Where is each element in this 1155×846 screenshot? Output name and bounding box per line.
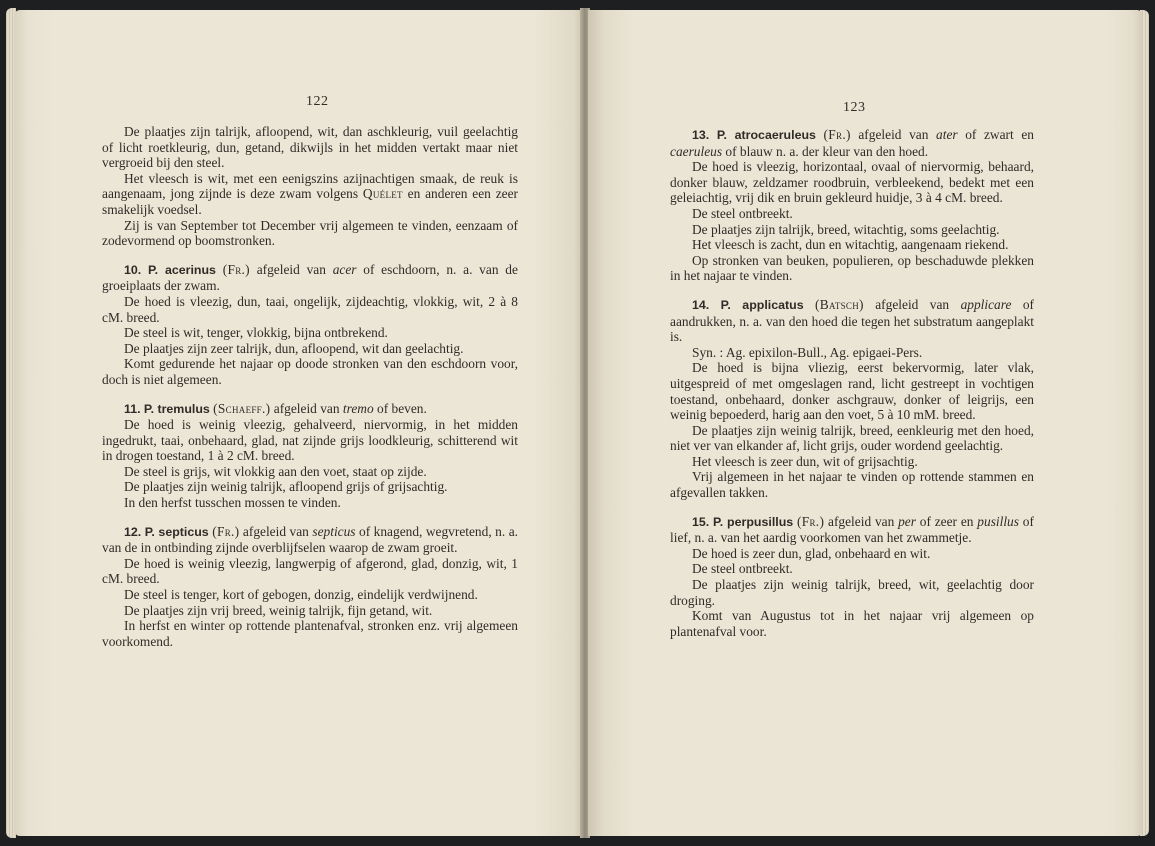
paragraph: Op stronken van beuken, populieren, op beschaduwde plekken in het najaar te vinden. <box>670 252 1034 284</box>
species-heading: 13. P. atrocaeruleus (Fr.) afgeleid van ater of zwart en caeruleus of blauw n. a. der kleur van den hoed. <box>670 127 1034 159</box>
species-name: P. applicatus <box>720 297 804 312</box>
species-heading: 15. P. perpusillus (Fr.) afgeleid van per of zeer en pusillus of lief, n. a. van het aardig voorkomen van het zwammetje. <box>670 513 1034 546</box>
paragraph: De plaatjes zijn talrijk, afloopend, wit, dan aschkleurig, vuil geelachtig of licht roetkleurig, dun, getand, dikwijls in het midden vertakt maar niet vergroeid bij den steel. <box>102 124 518 171</box>
paragraph: De hoed is bijna vliezig, eerst bekervormig, later vlak, uitgespreid of met omgeslagen rand, licht gestreept in vochtigen toestand, onbehaard, donker aschgrauw, donker of leigrijs, een weinig bepoederd, harig aan den voet, 5 à 10 mM. breed. <box>670 360 1034 423</box>
paragraph: De hoed is vleezig, horizontaal, ovaal of niervormig, behaard, donker blauw, zeldzamer roodbruin, verbleekend, bedekt met een geleiachtig, vrij dik en bruin gekleurd huidje, 3 à 4 cM. breed. <box>670 159 1034 206</box>
species-heading: 11. P. tremulus (Schaeff.) afgeleid van tremo of beven. <box>124 400 427 416</box>
paragraph: De steel is wit, tenger, vlokkig, bijna ontbrekend. <box>124 325 388 341</box>
paragraph: De plaatjes zijn zeer talrijk, dun, afloopend, wit dan geelachtig. <box>124 340 464 356</box>
author-name: Quélet <box>362 186 403 202</box>
species-name: P. septicus <box>144 524 209 539</box>
page-text <box>670 127 1034 639</box>
species-heading: 14. P. applicatus (Batsch) afgeleid van applicare of aandrukken, n. a. van den hoed die tegen het substratum aangeplakt is. <box>670 296 1034 345</box>
paragraph: Komt gedurende het najaar op doode stronken van den eschdoorn voor, doch is niet algemeen. <box>102 356 518 387</box>
paragraph: Het vleesch is zeer dun, wit of grijsachtig. <box>692 453 918 469</box>
species-heading: 12. P. septicus (Fr.) afgeleid van septicus of knagend, wegvretend, n. a. van de in ontbinding zijnde overblijfselen waarop de zwam groeit. <box>102 523 518 556</box>
paragraph: De steel ontbreekt. <box>692 205 793 221</box>
species-name: P. tremulus <box>143 401 210 416</box>
paragraph: Het vleesch is wit, met een eenigszins azijnachtigen smaak, de reuk is aangenaam, jong zijnde is deze zwam volgens Quélet en anderen een zeer smakelijk voedsel. <box>102 170 518 217</box>
paragraph: De hoed is weinig vleezig, langwerpig of afgerond, glad, donzig, wit, 1 cM. breed. <box>102 555 518 587</box>
paragraph: De steel is grijs, wit vlokkig aan den voet, staat op zijde. <box>124 463 427 479</box>
page-number: 122 <box>306 94 329 109</box>
right-page <box>588 10 1143 836</box>
species-heading: 10. P. acerinus (Fr.) afgeleid van acer of eschdoorn, n. a. van de groeiplaats der zwam. <box>102 261 518 294</box>
paragraph: De plaatjes zijn vrij breed, weinig talrijk, fijn getand, wit. <box>124 602 433 618</box>
paragraph: Vrij algemeen in het najaar te vinden op rottende stammen en afgevallen takken. <box>670 469 1034 501</box>
paragraph: In herfst en winter op rottende plantenafval, stronken enz. vrij algemeen voorkomend. <box>102 618 518 649</box>
left-page <box>14 10 582 836</box>
paragraph: De plaatjes zijn talrijk, breed, witachtig, soms geelachtig. <box>692 221 1000 237</box>
paragraph: De hoed is vleezig, dun, taai, ongelijk, zijdeachtig, vlokkig, wit, 2 à 8 cM. breed. <box>102 293 518 325</box>
paragraph: De plaatjes zijn weinig talrijk, afloopend grijs of grijsachtig. <box>124 479 448 495</box>
page-number: 123 <box>843 100 866 115</box>
page-text <box>102 124 518 649</box>
paragraph: De steel is tenger, kort of gebogen, donzig, eindelijk verdwijnend. <box>124 587 478 603</box>
paragraph: Syn. : Ag. epixilon-Bull., Ag. epigaei-Pers. <box>692 344 923 360</box>
paragraph: Het vleesch is zacht, dun en witachtig, aangenaam riekend. <box>692 237 1009 253</box>
paragraph: De hoed is zeer dun, glad, onbehaard en wit. <box>692 545 931 561</box>
species-name: P. perpusillus <box>713 514 794 529</box>
paragraph: In den herfst tusschen mossen te vinden. <box>124 495 341 511</box>
paragraph: De plaatjes zijn weinig talrijk, breed, eenkleurig met den hoed, niet ver van elkander af, licht grijs, ouder wordend geelachtig. <box>670 422 1034 454</box>
species-name: P. acerinus <box>148 262 216 277</box>
paragraph: Komt van Augustus tot in het najaar vrij algemeen op plantenafval voor. <box>670 608 1034 639</box>
species-name: P. atrocaeruleus <box>716 128 816 142</box>
paragraph: De steel ontbreekt. <box>692 561 793 577</box>
paragraph: Zij is van September tot December vrij algemeen te vinden, eenzaam of zodevormend op boomstronken. <box>102 217 518 249</box>
paragraph: De plaatjes zijn weinig talrijk, breed, wit, geelachtig door droging. <box>670 577 1034 608</box>
paragraph: De hoed is weinig vleezig, gehalveerd, niervormig, in het midden ingedrukt, taai, onbehaard, glad, nat zijnde grijs loodkleurig, schitterend wit in drogen toestand, 1 à 2 cM. breed. <box>102 417 518 464</box>
